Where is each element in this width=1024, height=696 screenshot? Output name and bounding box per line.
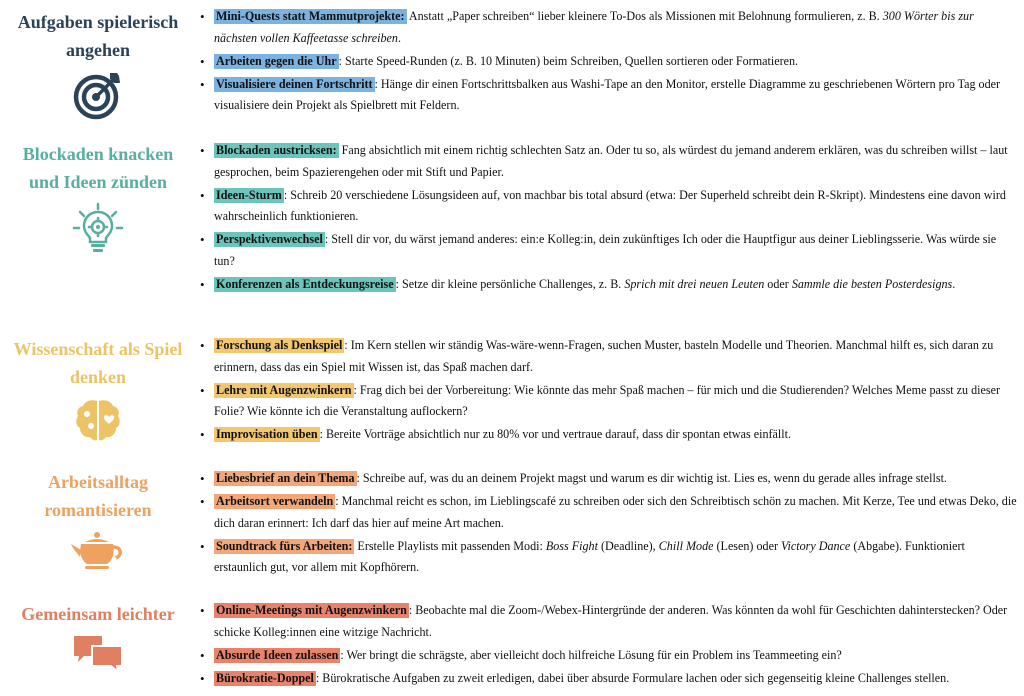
tip-title: Improvisation üben bbox=[216, 427, 318, 441]
lightbulb-gear-icon bbox=[72, 202, 124, 254]
section-heading: Blockaden knacken und Ideen zünden bbox=[22, 144, 174, 192]
tip-title: Perspektivenwechsel bbox=[216, 232, 323, 246]
section-heading-block bbox=[0, 140, 196, 254]
list-item: • Online-Meetings mit Augenzwinkern : Beobachte mal die Zoom-/Webex-Hintergründe der anderen. Was könnten da wohl für Geschichten dahinterstecken? Oder schicke Kolleg:innen eine witzige Nachricht. bbox=[197, 600, 1017, 643]
list-item: • Blockaden austricksen: Fang absichtlich mit einem richtig schlechten Satz an. Oder tu so, als würdest du jemand anderem erklären, was du schreiben willst – laut gesprochen, beim Spazierengehen oder mit Stift und Papier. bbox=[197, 140, 1017, 183]
section-heading: Arbeitsalltag romantisieren bbox=[44, 472, 152, 520]
list-item: • Soundtrack fürs Arbeiten: Erstelle Playlists mit passenden Modi: Boss Fight (Deadline), Chill Mode (Lesen) oder Victory Dance (Abgabe). Funktioniert erstaunlich gut, vor allem mit Kopfhörern. bbox=[197, 536, 1017, 579]
tip-title: Konferenzen als Entdeckungsreise bbox=[216, 276, 394, 291]
section-heading: Aufgaben spielerisch angehen bbox=[17, 12, 179, 60]
tip-list bbox=[197, 335, 1017, 447]
list-item: • Forschung als Denkspiel : Im Kern stellen wir ständig Was-wäre-wenn-Fragen, suchen Muster, basteln Modelle und Theorien. Manchmal hilft es, sich daran zu erinnern, dass das ein Spiel mit Wissen ist, das Spaß machen darf. bbox=[197, 335, 1017, 378]
section-heading-block bbox=[0, 335, 196, 443]
tip-list bbox=[197, 140, 1017, 297]
list-item: • Arbeitsort verwandeln : Manchmal reicht es schon, im Lieblingscafé zu schreiben oder sich den Schreibtisch schön zu machen. Mit Kerze, Tee und etwas Deko, die dich daran erinnert: Ich darf das hier auf meine Art machen. bbox=[197, 491, 1017, 534]
target-icon bbox=[73, 70, 123, 120]
section-heading: Wissenschaft als Spiel denken bbox=[13, 339, 183, 387]
tip-list bbox=[197, 468, 1017, 580]
list-item: • Mini-Quests statt Mammutprojekte: Anstatt „Paper schreiben“ lieber kleinere To-Dos als Missionen mit Belohnung formulieren, z. B. 300 Wörter bis zur nächsten vollen Kaffeetasse schreiben. bbox=[197, 6, 1017, 49]
list-item: • Konferenzen als Entdeckungsreise : Setze dir kleine persönliche Challenges, z. B. Sprich mit drei neuen Leuten oder Sammle die besten Posterdesigns. bbox=[197, 274, 1017, 296]
section-heading-block bbox=[0, 600, 196, 674]
list-item: • Ideen-Sturm : Schreib 20 verschiedene Lösungsideen auf, von machbar bis total absurd (etwa: Der Superheld schreibt dein R-Skript). Mindestens eine davon wird wahrscheinlich funktionieren. bbox=[197, 185, 1017, 228]
list-item: • Bürokratie-Doppel : Bürokratische Aufgaben zu zweit erledigen, dabei über absurde Formulare lachen oder sich gegenseitig kleine Challenges stellen. bbox=[197, 668, 1017, 690]
tip-list bbox=[197, 6, 1017, 118]
section-heading-block bbox=[0, 468, 196, 572]
tip-title: Mini-Quests statt Mammutprojekte: bbox=[216, 9, 405, 23]
list-item: • Arbeiten gegen die Uhr : Starte Speed-Runden (z. B. 10 Minuten) beim Schreiben, Quellen sortieren oder Formatieren. bbox=[197, 51, 1017, 73]
speech-bubbles-icon bbox=[72, 634, 124, 674]
tip-title: Ideen-Sturm bbox=[216, 187, 282, 202]
list-item: • Improvisation üben : Bereite Vorträge absichtlich nur zu 80% vor und vertraue darauf, dass dir spontan etwas einfällt. bbox=[197, 424, 1017, 446]
tip-title: Absurde Ideen zulassen bbox=[216, 647, 339, 662]
tip-title: Arbeiten gegen die Uhr bbox=[216, 53, 337, 68]
tip-list bbox=[197, 600, 1017, 691]
tip-title: Online-Meetings mit Augenzwinkern bbox=[216, 603, 407, 617]
tip-title: Lehre mit Augenzwinkern bbox=[216, 382, 352, 397]
section-heading-block bbox=[0, 8, 196, 120]
teapot-icon bbox=[69, 530, 127, 572]
list-item: • Visualisiere deinen Fortschritt : Hänge dir einen Fortschrittsbalken aus Washi-Tape an den Monitor, erstelle Diagramme zu geschriebenen Wörtern pro Tag oder visualisiere dein Projekt als Spielbrett mit Feldern. bbox=[197, 74, 1017, 117]
tip-title: Arbeitsort verwandeln bbox=[216, 494, 334, 508]
tip-title: Soundtrack fürs Arbeiten: bbox=[216, 538, 353, 553]
tip-title: Blockaden austricksen: bbox=[216, 143, 337, 157]
list-item: • Perspektivenwechsel : Stell dir vor, du wärst jemand anderes: ein:e Kolleg:in, dein zukünftiges Ich oder die Hauptfigur aus deiner Lieblingsserie. Was würde sie tun? bbox=[197, 229, 1017, 272]
brain-icon bbox=[73, 397, 123, 443]
tip-title: Visualisiere deinen Fortschritt bbox=[216, 76, 373, 91]
section-heading: Gemeinsam leichter bbox=[21, 604, 175, 624]
list-item: • Absurde Ideen zulassen : Wer bringt die schrägste, aber vielleicht doch hilfreiche Lösung für ein Problem ins Teammeeting ein? bbox=[197, 645, 1017, 667]
tip-title: Liebesbrief an dein Thema bbox=[216, 471, 355, 485]
list-item: • Liebesbrief an dein Thema : Schreibe auf, was du an deinem Projekt magst und warum es dir wichtig ist. Lies es, wenn du gerade alles infrage stellst. bbox=[197, 468, 1017, 490]
list-item: • Lehre mit Augenzwinkern : Frag dich bei der Vorbereitung: Wie könnte das mehr Spaß machen – für mich und die Studierenden? Welches Meme passt zu dieser Folie? Wie könnte ich die Veranstaltung auflockern? bbox=[197, 380, 1017, 423]
tip-title: Forschung als Denkspiel bbox=[216, 338, 343, 352]
tip-title: Bürokratie-Doppel bbox=[216, 670, 314, 685]
